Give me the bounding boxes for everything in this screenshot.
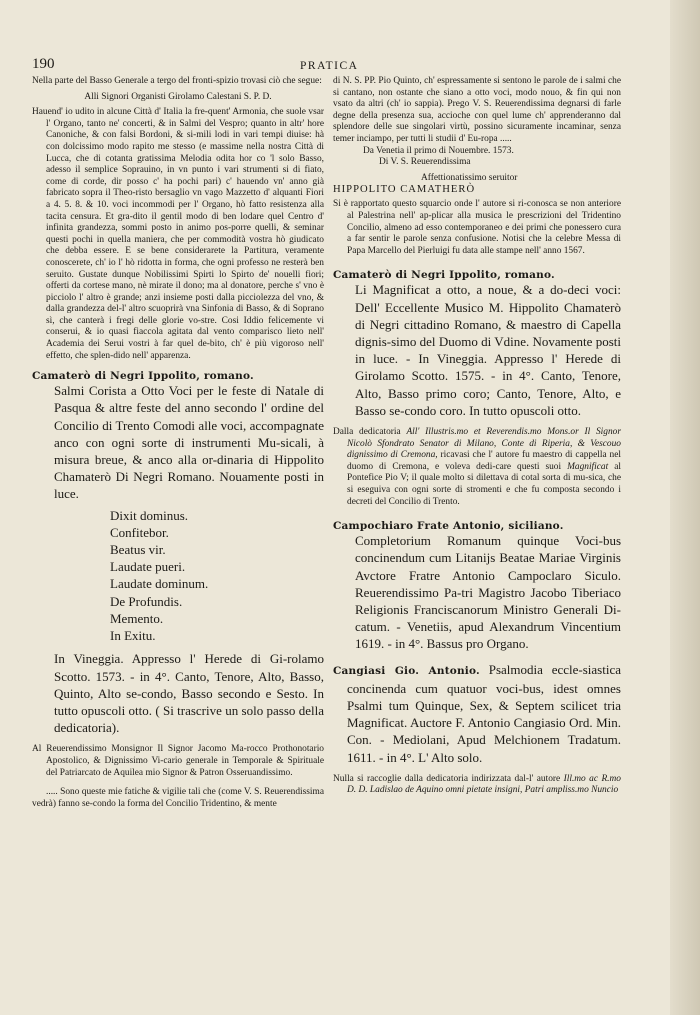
note-italic: All' Illustris.mo et Reverendis.mo Mons.or Il Signor Nicolò Sfondrato Senator di Milano, Conte di Riperia, & Vescouo dignissimo di Cremona, <box>347 426 621 461</box>
entry-title: Completorium Romanum quinque Voci-bus concinendum cum Litanijs Beatae Mariae Virginis Avctore Fratre Antonio Campoclaro Siculo. Reuerendissimo Pa-tri Magistro Jacobo Tiberiaco Religionis Franciscanorum Ministro Generali Di-catum. - Venetiis, apud Alexandrum Vincentium 1619. - in 4°. Bassus pro Organo. <box>355 533 621 652</box>
dedication-excerpt: ..... Sono queste mie fatiche & vigilie tali che (come V. S. Reuerendissima vedrà) fanno se-condo la forma del Concilio Tridentino, & mente <box>32 787 324 809</box>
note-text: al Pontefice Pio V; il quale molto si dilettava di cotal sorta di mu-sica, che si eseguiva con ogni sorte di stromenti e che fu composta secondo i decreti del Concilio di Trento. <box>347 461 621 507</box>
page-edge <box>670 0 700 1015</box>
note-italic: Magnificat <box>567 461 609 472</box>
right-column <box>333 76 621 797</box>
left-column <box>32 76 324 810</box>
note-text: Nulla si raccoglie dalla dedicatoria indirizzata dal-l' autore <box>333 773 564 784</box>
psalm-item: In Exitu. <box>110 628 156 644</box>
note-text: Dalla dedicatoria <box>333 426 407 437</box>
entry-heading: Camaterò di Negri Ippolito, romano. <box>32 370 254 383</box>
running-head: PRATICA <box>300 60 359 72</box>
psalm-item: Laudate pueri. <box>110 559 186 575</box>
dedication-date: Da Venetia il primo di Nouembre. 1573. <box>363 145 514 156</box>
commentary-note <box>333 774 621 797</box>
commentary-note: Si è rapportato questo squarcio onde l' autore si ri-conosca se non anteriore al Palestrina nell' ap-plicar alla musica le prescrizioni del Tridentino Concilio, almeno ad esso contemporaneo e dei primi che ponessero cura a far sentir le parole senza confusione. Notisi che la celebre Messa di Papa Marcello del Pierluigi fu data alle stampe nell' anno 1567. <box>333 199 621 256</box>
entry-title: Li Magnificat a otto, a noue, & a do-deci voci: Dell' Eccellente Musico M. Hippolito Chamaterò di Negri cittadino Romano, & maestro di Capella dignis-simo del Duomo di Vdine. Novamente posti in luce. - In Vineggia. Appresso l' Herede di Girolamo Scotto. 1575. - in 4°. Canto, Tenore, Alto, Basso primo coro; Canto, Tenore, Alto, e Basso se-condo coro. In tutto opuscoli otto. <box>355 282 621 418</box>
dedicatee: Al Reuerendissimo Monsignor Il Signor Jacomo Ma-rocco Prothonotario Apostolico, & Dignissimo Vi-cario generale in Temporale & Spirituale del Patriarcato de Aquilea mio Signor & Patron Osseruandissimo. <box>32 744 324 778</box>
entry-title: Salmi Corista a Otto Voci per le feste di Natale di Pasqua & altre feste del anno secondo l' ordine del Concilio di Trento Comodi alle voci, accompagnate anco con ogni sorte di instrumenti Mu-sicali, à misura breue, & anco alla or-dinaria di Hippolito Chamaterò Di Negri Romano. Nouamente posti in luce. <box>54 383 324 502</box>
psalm-item: Dixit dominus. <box>110 507 189 523</box>
psalm-item: Laudate dominum. <box>110 576 209 592</box>
entry-title <box>333 661 621 766</box>
entry-heading: Campochiaro Frate Antonio, siciliano. <box>333 520 564 533</box>
dedication-text: Hauend' io udito in alcune Città d' Italia la fre-quent' Armonia, che suole vsar l' Organo, tanto ne' concerti, & in Salmi del Vespro; quanto in altr' hore Canoniche, & con falsi Bordoni, & si-mili lodi in vari tempi diuise: hà con dolcissimo modo rapito me stesso (e massime nella nostra Città di Lucca, che di cotanta gratissima Melodia odita hor co 'l solo Basso, adesso il semplice Soprauino, in vn punto i vari strumenti si di fiato, come di corde, dir posso c' ha pochi pari) c' hauendo vn' anno già fabricato sopra il Theo-risto bersaglio vn vago Mazzetto d' alquanti Fiori a 4. 5. 8. & 10. voci incommodi per l' Organo, hò fatto resistenza alla tacita censura. Et gra-dito il gentil modo di ben lodare quel Centro d' infinita grandezza, sommi posto in animo pos-porre quelli, & seminar questi pochi in quella maniera, che per commodità vostra hò giudicato che debba essere. E se bene considerarete la Partitura, veramente conoscerete, ch' io l' hò ridotta in forma, che ogni professo ne resterà ben seruito. Gustate dunque Nobilissimi Spirti lo Spirto de' nouelli fiori; offerti da cortese mano, nè mirate il dono; ma al donatore, perche s' vno è picciolo l' altro è grande; anzi insieme posti dalla picciolezza del vno, & dalla grandezza del-l' altro scuoprirà vna Sinfonia di Basso, & di Soprano sì, che canterà i fregi delle glorie vo-stre. Cosi Iddio felicemente vi conserui, & io quasi fiaccola agitata dal vento comparisco lieto nell' Academia dei Serui vostri à far quel de-bito, ch' è più vigoroso nell' effetto, che splen-dido nell' apparenza. <box>32 107 324 361</box>
psalm-list <box>32 507 324 645</box>
dedication-servant: Affettionatissimo seruitor <box>421 172 518 183</box>
note-italic: Ill.mo ac R.mo D. D. Ladislao de Aquino omni pietate insigni, Patri ampliss.mo Nuncio <box>347 773 621 796</box>
entry-heading: Camaterò di Negri Ippolito, romano. <box>333 269 555 282</box>
psalm-item: De Profundis. <box>110 593 183 609</box>
page-number: 190 <box>32 56 55 72</box>
commentary-note <box>333 427 621 508</box>
signature: HIPPOLITO CAMATHERÒ <box>333 184 476 196</box>
psalm-item: Beatus vir. <box>110 542 166 558</box>
entry-text: Psalmodia eccle-siastica concinenda cum quatuor voci-bus, idest omnes Psalmi tum Quinque, Sex, & Septem scilicet tria Magnificat. Auctore F. Antonio Cangiasio Ord. Min. Con. - Mediolani, Apud Melchionem Tradatum. 1611. - in 4°. L' Alto solo. <box>347 661 621 765</box>
intro-paragraph: Nella parte del Basso Generale a tergo del fronti-spizio trovasi ciò che segue: <box>32 76 322 86</box>
psalm-item: Confitebor. <box>110 524 169 540</box>
dedication-closing: Di V. S. Reuerendissima <box>379 157 471 168</box>
note-text: ricavasi che l' autore fu maestro di cappella nel duomo di Cremona, e voleva dedi-care questi suoi <box>347 450 621 472</box>
psalm-item: Memento. <box>110 610 164 626</box>
dedication-address: Alli Signori Organisti Girolamo Calestani S. P. D. <box>84 91 272 102</box>
entry-heading: Cangiasi Gio. Antonio. <box>333 664 480 677</box>
entry-imprint: In Vineggia. Appresso l' Herede di Gi-rolamo Scotto. 1573. - in 4°. Canto, Tenore, Alto, Basso, Quinto, Alto se-condo, Basso secondo e Sesto. In tutto opuscoli otto. ( Si trascrive un solo passo della dedicatoria). <box>54 651 324 736</box>
dedication-continuation: di N. S. PP. Pio Quinto, ch' espressamente si sentono le parole de i salmi che si cantano, non ostante che siano a otto voci, modo nouo, & fin qui non vsato da altri (ch' io sappia). Prego V. S. Reuerendissima degnarsi di farle degne della presenza sua, accioche con quel lume ch' apprenderanno dal splendore delle sue singolari virtù, possino sicuramente incaminar, senza temer inciampo, per tutti li studii d' Eu-ropa ..... <box>333 76 621 144</box>
